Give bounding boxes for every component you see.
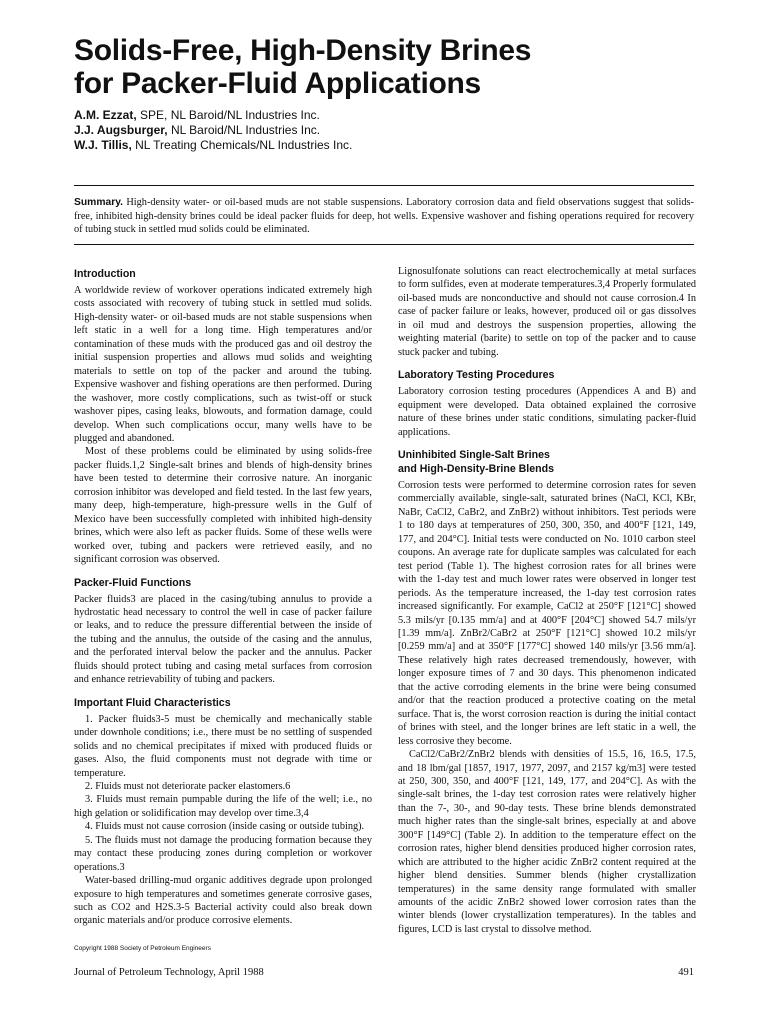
author-affiliation: NL Treating Chemicals/NL Industries Inc. — [135, 138, 353, 152]
author-name: J.J. Augsburger, — [74, 123, 168, 137]
copyright-notice: Copyright 1988 Society of Petroleum Engineers — [74, 945, 211, 952]
list-item: 4. Fluids must not cause corrosion (inside casing or outside tubing). — [85, 821, 365, 833]
list-item: 3. Fluids must remain pumpable during the life of the well; i.e., no high gelation or solidification may develop over time.3,4 — [74, 794, 372, 819]
section-heading-packer-fluid-functions: Packer-Fluid Functions — [74, 576, 192, 589]
heading-line: Uninhibited Single-Salt Brines — [398, 448, 550, 461]
title-line-1: Solids-Free, High-Density Brines — [74, 34, 532, 67]
author-entry — [74, 108, 714, 123]
left-column — [74, 262, 372, 928]
section-heading-uninhibited-brines — [398, 448, 696, 476]
list-item: 1. Packer fluids3-5 must be chemically and mechanically stable under downhole conditions; i.e., there must be no settling of suspended solids and no chemical precipitates if mixed with produced fluids or gases. Also, the fluid components must not degrade with time or temperature. — [74, 713, 372, 779]
section-heading-introduction: Introduction — [74, 268, 136, 280]
summary-label: Summary. — [74, 197, 124, 208]
body-paragraph: Water-based drilling-mud organic additives degrade upon prolonged exposure to high temperatures and sometimes generate corrosive gases, such as CO2 and H2S.3-5 Bacterial activity could also break down organic materials and/or produce corrosive elements. — [74, 875, 372, 927]
author-entry — [74, 138, 714, 153]
summary-bottom-rule — [74, 244, 694, 245]
right-column — [398, 262, 696, 936]
heading-line: and High-Density-Brine Blends — [398, 462, 554, 475]
section-heading-important-fluid-characteristics: Important Fluid Characteristics — [74, 696, 231, 709]
summary-top-rule — [74, 185, 694, 186]
summary-paragraph — [74, 196, 694, 237]
body-paragraph: Packer fluids3 are placed in the casing/tubing annulus to provide a hydrostatic head necessary to control the well in case of packer failure or leaks, and to reduce the pressure differential between the inside of the tubing and the annulus, the outside of the casing and the annulus, and the perforated interval below the packer and the annulus. Packer fluids should protect tubing and casing metal surfaces from corrosion and enhance retrievability of tubing and packers. — [74, 593, 372, 686]
author-entry — [74, 123, 714, 138]
body-paragraph: Laboratory corrosion testing procedures (Appendices A and B) and equipment were developed. Data obtained explained the corrosive nature of these brines under static conditions, simulating packer-fluid applications. — [398, 386, 696, 438]
body-paragraph: Lignosulfonate solutions can react electrochemically at metal surfaces to form sulfides, even at moderate temperatures.3,4 Properly formulated oil-based muds are nonconductive and should not cause corrosion.4 In case of packer failure or leaks, however, produced oil or gas dissolves in oil mud and destroys the suspension properties, allowing the weighting material (barite) to settle on top of the packer and to cause stuck packer and tubing. — [398, 266, 696, 358]
paper-title — [74, 34, 714, 100]
author-name: W.J. Tillis, — [74, 138, 132, 152]
author-list — [74, 108, 714, 153]
author-affiliation: SPE, NL Baroid/NL Industries Inc. — [140, 108, 320, 122]
body-paragraph: Corrosion tests were performed to determine corrosion rates for seven commercially available, single-salt, saturated brines (NaCl, KCl, KBr, NaBr, CaCl2, CaBr2, and ZnBr2) without inhibitors. Test periods were 1 to 180 days at temperatures of 250, 300, 350, and 400°F [121, 149, 177, and 204°C]. Initial tests were conducted on No. 1010 carbon steel coupons. An average rate for duplicate samples was calculated for each test period (Table 1). The highest corrosion rates for all brines were with the 1-day test and much lower rates were observed in longer test periods. As the temperature increased, the 1-day test corrosion rates increased significantly. For example, CaCl2 at 250°F [121°C] showed 5.3 mils/yr [0.135 mm/a] and at 400°F [204°C] showed 54.7 mils/yr [1.39 mm/a]. ZnBr2/CaBr2 at 250°F [121°C] showed 10.2 mils/yr [0.259 mm/a] and at 350°F [177°C] showed 140 mils/yr [3.56 mm/a]. These relatively high rates decreased tremendously, however, with longer exposure times of 7 and 30 days. This phenomenon indicated that the active corroding elements in the brine were being consumed and/or that the reaction produced a protective coating on the metal surface. That is, the worst corrosion reaction is during the initial contact of brines with steel, and the longer brines are left static in a well, the less corrosive they become. — [398, 479, 696, 747]
title-line-2: for Packer-Fluid Applications — [74, 67, 481, 100]
author-name: A.M. Ezzat, — [74, 108, 137, 122]
body-paragraph: A worldwide review of workover operations indicated extremely high costs associated with recovery of tubing stuck in settled mud solids. High-density water- or oil-based muds are not stable suspensions when left static in a well for a long time. High temperatures and/or contamination of these muds with the produced gas and oil destroy the initial suspension properties and allows mud solids and weighting materials to settle on top of the packer and around the tubing. Expensive washover and fishing operations are then performed. During the washover, more costly complications, such as twist-off or stuck washover pipes, casing leaks, blowouts, and formation damage, could develop. When such complications occur, many wells have to be plugged and abandoned. — [74, 285, 372, 444]
body-paragraph: Most of these problems could be eliminated by using solids-free packer fluids.1,2 Single-salt brines and blends of high-density brines have been tested to determine their corrosive nature. An inorganic corrosion inhibitor was developed and field tested. In the last few years, many deep, high-temperature, high-pressure wells in the Gulf of Mexico have been successfully completed with inhibited high-density brines, which were also left as packer fluids. Some of these wells were worked over, tubing and packers were retrieved easily, and no significant corrosion was observed. — [74, 446, 372, 566]
journal-footer: Journal of Petroleum Technology, April 1988 — [74, 967, 264, 978]
list-item: 5. The fluids must not damage the producing formation because they may contact these producing zones during completion or workover operations.3 — [74, 834, 372, 873]
summary-text: High-density water- or oil-based muds are not stable suspensions. Laboratory corrosion data and field observations suggest that solids-free, inhibited high-density brines could be ideal packer fluids for deep, hot wells. Expensive washover and fishing operations required for recovery of tubing stuck in settled mud solids could be eliminated. — [74, 197, 694, 235]
section-heading-laboratory-testing-procedures: Laboratory Testing Procedures — [398, 369, 555, 382]
list-item: 2. Fluids must not deteriorate packer elastomers.6 — [85, 780, 291, 792]
author-affiliation: NL Baroid/NL Industries Inc. — [170, 123, 321, 137]
body-paragraph: CaCl2/CaBr2/ZnBr2 blends with densities of 15.5, 16, 16.5, 17.5, and 18 lbm/gal [1857, 1917, 1977, 2097, and 2157 kg/m3] were tested at 250, 300, 350, and 400°F [121, 149, 177, and 204°C]. As with the single-salt brines, the 1-day test corrosion rates were relatively higher than the 7-, 30-, and 90-day tests. These brine blends demonstrated much higher rates than the single-salt brines, especially at and above 300°F [149°C] (Table 2). In addition to the temperature effect on the corrosion rates, higher blend densities produced higher corrosion rates, which are attributed to the higher acidic ZnBr2 content required at the higher blend densities. Summer blends (higher crystallization temperatures) in the same density range formulated with smaller amounts of the acidic ZnBr2 showed lower corrosion rates than the winter blends (lower crystallization temperatures). In the tables and figures, LCD is last crystal to dissolve method. — [398, 749, 696, 935]
page-number: 491 — [678, 967, 694, 978]
